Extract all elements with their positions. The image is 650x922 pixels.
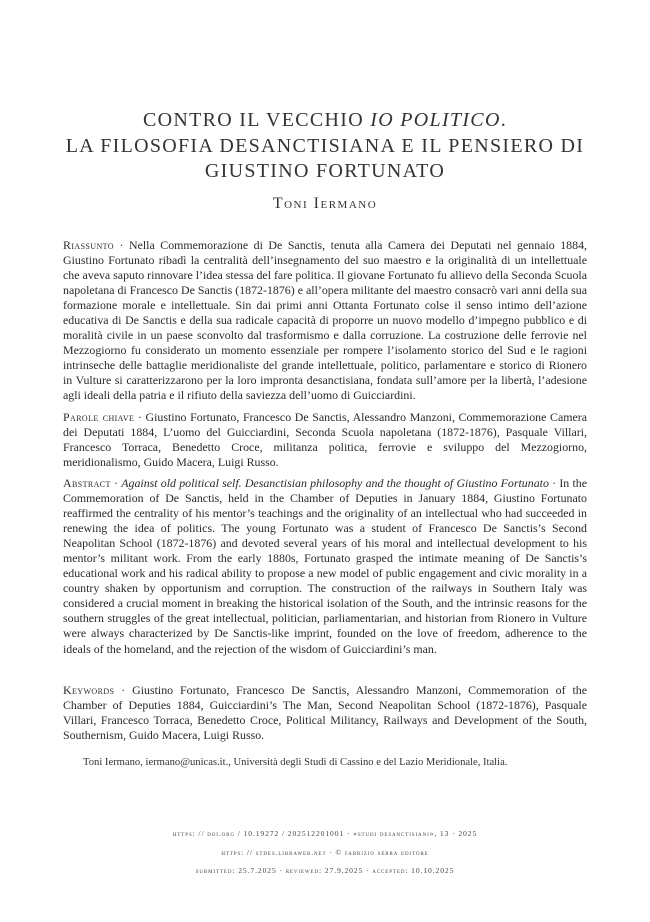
- title-line-1: [40, 108, 610, 134]
- article-title: [40, 108, 610, 185]
- parole-chiave-text: Giustino Fortunato, Francesco De Sanctis, Alessandro Manzoni, Commemorazione Camera dei Deputati 1884, L’uomo del Guicciardini, Seconda Scuola napoletana (1872-1876), Pasquale Villari, Francesco Torraca, Benedetto Croce, militanza politica, ferrovie e sviluppo del Mezzogiorno, meridionalismo, Guido Macera, Luigi Russo.: [63, 410, 587, 470]
- keywords-label: Keywords: [63, 683, 115, 697]
- author-name: Toni Iermano: [272, 195, 378, 212]
- title-line-3: GIUSTINO FORTUNATO: [204, 160, 446, 182]
- footer-doi-line: https: // doi.org / 10.19272 / 202512201001 · «studi desanctisiani», 13 · 2025: [172, 829, 478, 838]
- keywords-text: Giustino Fortunato, Francesco De Sanctis, Alessandro Manzoni, Commemoration of the Chamber of Deputies 1884, Guicciardini’s The Man, Second Neapolitan School (1872-1876), Pasquale Villari, Francesco Torraca, Benedetto Croce, Political Militancy, Railways and Development of the South, Southernism, Guido Macera, Luigi Russo.: [63, 683, 588, 743]
- abstract-separator-2: ·: [548, 476, 560, 490]
- abstract-text: In the Commemoration of De Sanctis, held in the Chamber of Deputies in January 1884, Giustino Fortunato reaffirmed the centrality of his mentor’s teachings and the originality of an intellectual who had succeeded in renewing the idea of politics. The young Fortunato was a student of Francesco De Sanctis’s Second Neapolitan School (1872-1876) and devoted several years of his moral and intellectual development to his mentor’s militant work. From the early 1880s, Fortunato grasped the intimate meaning of De Sanctis’s educational work and his radical ability to propose a new model of public engagement and civic morality in a country shaken by opportunism and corruption. The construction of the railways in Southern Italy was considered a crucial moment in breaking the historical isolation of the South, and the intrinsic reasons for the southern struggles of the great intellectual, politician, parliamentarian, and historian from Rionero in Vulture were always characterized by De Sanctis-like imprint, founded on the love of freedom, adherence to the ideals of the homeland, and the rejection of the wisdom of Guicciardini’s man.: [63, 476, 588, 656]
- title-line-1-prefix: CONTRO IL VECCHIO: [142, 109, 371, 131]
- abstract-section: [63, 476, 587, 657]
- author-affiliation: Toni Iermano, iermano@unicas.it., Università degli Studi di Cassino e del Lazio Meridionale, Italia.: [83, 757, 508, 768]
- parole-chiave-separator: ·: [134, 410, 146, 424]
- parole-chiave-label: Parole chiave: [63, 410, 135, 424]
- keywords-section: [63, 683, 587, 743]
- footer-publisher-line: https: // stdes.libraweb.net · © fabrizio serra editore: [221, 848, 429, 857]
- abstract-label: Abstract: [63, 476, 111, 490]
- riassunto-text: Nella Commemorazione di De Sanctis, tenuta alla Camera dei Deputati nel gennaio 1884, Giustino Fortunato ribadì la centralità dell’insegnamento del suo maestro e la originalità di un intellettuale che aveva saputo rinnovare l’idea stessa del fare politica. Il giovane Fortunato fu allievo della Seconda Scuola napoletana di Francesco De Sanctis (1872-1876) e all’opera militante del maestro consacrò vari anni della sua formazione morale e intellettuale. Sin dai primi anni Ottanta Fortunato colse il senso intimo dell’azione educativa di De Sanctis e della sua radicale capacità di proporre un nuovo modello d’impegno pubblico e di moralità civile in un paese sconvolto dal trasformismo e dalla corruzione. La costruzione delle ferrovie nel Mezzogiorno fu considerato un momento essenziale per rompere l’isolamento storico del Sud e le ragioni intrinseche delle battaglie meridionaliste del grande intellettuale, politico, parlamentare e storico di Rionero in Vulture si caratterizzarono per la loro impronta desanctisiana, fondata sull’amore per la libertà, l’adesione agli ideali della patria e il rifiuto della saviezza dell’uomo di Guicciardini.: [63, 238, 587, 403]
- riassunto-section: [63, 238, 587, 404]
- abstract-english-title: Against old political self. Desanctisian philosophy and the thought of Giustino Fortunato: [121, 476, 549, 490]
- title-line-1-italic: IO POLITICO: [370, 109, 501, 131]
- footer-dates-line: submitted: 25.7.2025 · reviewed: 27.9.2025 · accepted: 10.10.2025: [195, 866, 455, 875]
- keywords-separator: ·: [114, 683, 133, 697]
- riassunto-separator: ·: [113, 238, 129, 252]
- title-line-1-suffix: .: [500, 109, 508, 131]
- title-line-2: LA FILOSOFIA DESANCTISIANA E IL PENSIERO DI: [65, 134, 585, 157]
- parole-chiave-section: [63, 410, 587, 470]
- abstract-separator: ·: [110, 476, 122, 490]
- riassunto-label: Riassunto: [63, 238, 114, 252]
